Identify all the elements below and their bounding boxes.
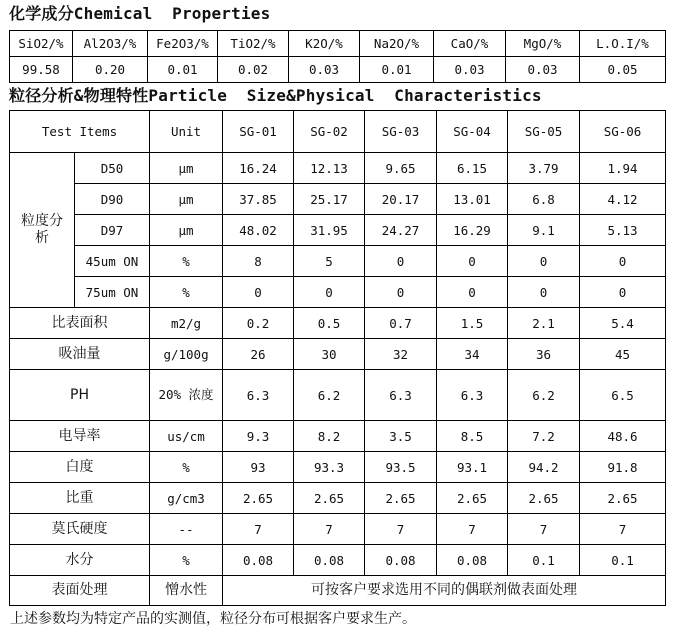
particle-value: 25.17 [294, 184, 365, 215]
header-fe2o3: Fe2O3/% [148, 31, 218, 57]
property-value: 2.65 [437, 483, 508, 514]
particle-value: 48.02 [223, 215, 294, 246]
header-cao: CaO/% [434, 31, 506, 57]
property-value: 94.2 [508, 452, 580, 483]
particle-item: 75um ON [75, 277, 150, 308]
particle-row [10, 153, 666, 184]
particle-row [10, 277, 666, 308]
particle-value: 6.15 [437, 153, 508, 184]
particle-row [10, 215, 666, 246]
particle-value: 31.95 [294, 215, 365, 246]
property-item: 比表面积 [10, 308, 150, 339]
property-value: 26 [223, 339, 294, 370]
property-value: 9.3 [223, 421, 294, 452]
particle-value: 5.13 [580, 215, 666, 246]
property-value: 8.5 [437, 421, 508, 452]
particle-physical-title: 粒径分析&物理特性Particle Size&Physical Characteristics [9, 86, 542, 105]
particle-size-group-label: 粒度分析 [10, 153, 75, 308]
property-value: 2.1 [508, 308, 580, 339]
header-k2o: K2O/% [289, 31, 360, 57]
property-value: 2.65 [223, 483, 294, 514]
property-item: 白度 [10, 452, 150, 483]
chemical-properties-title: 化学成分Chemical Properties [9, 4, 271, 23]
property-row [10, 308, 666, 339]
property-row [10, 514, 666, 545]
property-value: 2.65 [580, 483, 666, 514]
property-unit: % [150, 545, 223, 576]
particle-row [10, 184, 666, 215]
property-value: 6.2 [294, 370, 365, 421]
header-loi: L.O.I/% [580, 31, 666, 57]
property-value: 91.8 [580, 452, 666, 483]
property-row [10, 370, 666, 421]
header-tio2: TiO2/% [218, 31, 289, 57]
property-value: 8.2 [294, 421, 365, 452]
property-row [10, 545, 666, 576]
property-value: 0.1 [580, 545, 666, 576]
header-grade-sg-02: SG-02 [294, 111, 365, 153]
property-item: 莫氏硬度 [10, 514, 150, 545]
surface-treatment-unit: 憎水性 [150, 576, 223, 606]
property-unit: g/cm3 [150, 483, 223, 514]
property-value: 6.3 [365, 370, 437, 421]
property-value: 7.2 [508, 421, 580, 452]
property-row [10, 421, 666, 452]
header-grade-sg-03: SG-03 [365, 111, 437, 153]
property-value: 7 [294, 514, 365, 545]
particle-value: 0 [580, 246, 666, 277]
particle-value: 4.12 [580, 184, 666, 215]
particle-unit: % [150, 246, 223, 277]
particle-value: 0 [365, 277, 437, 308]
particle-unit: μm [150, 184, 223, 215]
chemical-value-row [10, 57, 666, 83]
property-value: 45 [580, 339, 666, 370]
header-mgo: MgO/% [506, 31, 580, 57]
surface-treatment-note: 可按客户要求选用不同的偶联剂做表面处理 [223, 576, 666, 606]
property-value: 30 [294, 339, 365, 370]
particle-item: D97 [75, 215, 150, 246]
property-value: 2.65 [508, 483, 580, 514]
property-value: 7 [437, 514, 508, 545]
property-unit: us/cm [150, 421, 223, 452]
property-value: 6.2 [508, 370, 580, 421]
property-value: 7 [223, 514, 294, 545]
property-value: 93.5 [365, 452, 437, 483]
property-item: 电导率 [10, 421, 150, 452]
property-unit: 20% 浓度 [150, 370, 223, 421]
particle-value: 16.24 [223, 153, 294, 184]
property-row [10, 483, 666, 514]
property-value: 0.2 [223, 308, 294, 339]
property-value: 48.6 [580, 421, 666, 452]
value-k2o: 0.03 [289, 57, 360, 83]
chemical-properties-table [9, 30, 666, 83]
particle-value: 0 [365, 246, 437, 277]
particle-value: 1.94 [580, 153, 666, 184]
particle-value: 0 [294, 277, 365, 308]
property-value: 3.5 [365, 421, 437, 452]
property-value: 7 [580, 514, 666, 545]
surface-treatment-row [10, 576, 666, 606]
header-grade-sg-01: SG-01 [223, 111, 294, 153]
value-sio2: 99.58 [10, 57, 73, 83]
value-loi: 0.05 [580, 57, 666, 83]
footnote: 上述参数均为特定产品的实测值，粒径分布可根据客户要求生产。 [10, 611, 416, 627]
property-value: 93.3 [294, 452, 365, 483]
particle-value: 20.17 [365, 184, 437, 215]
value-al2o3: 0.20 [73, 57, 148, 83]
chemical-header-row [10, 31, 666, 57]
property-value: 1.5 [437, 308, 508, 339]
particle-unit: μm [150, 153, 223, 184]
particle-unit: μm [150, 215, 223, 246]
property-unit: -- [150, 514, 223, 545]
particle-item: 45um ON [75, 246, 150, 277]
property-item: 比重 [10, 483, 150, 514]
surface-treatment-item: 表面处理 [10, 576, 150, 606]
property-value: 0.5 [294, 308, 365, 339]
header-unit: Unit [150, 111, 223, 153]
property-value: 93 [223, 452, 294, 483]
property-value: 32 [365, 339, 437, 370]
property-item: 吸油量 [10, 339, 150, 370]
property-value: 0.1 [508, 545, 580, 576]
particle-unit: % [150, 277, 223, 308]
value-cao: 0.03 [434, 57, 506, 83]
particle-item: D90 [75, 184, 150, 215]
particle-value: 0 [437, 277, 508, 308]
header-al2o3: Al2O3/% [73, 31, 148, 57]
property-value: 93.1 [437, 452, 508, 483]
particle-value: 16.29 [437, 215, 508, 246]
particle-item: D50 [75, 153, 150, 184]
particle-value: 9.1 [508, 215, 580, 246]
value-na2o: 0.01 [360, 57, 434, 83]
property-value: 6.3 [437, 370, 508, 421]
particle-value: 3.79 [508, 153, 580, 184]
particle-value: 24.27 [365, 215, 437, 246]
property-row [10, 452, 666, 483]
header-sio2: SiO2/% [10, 31, 73, 57]
value-fe2o3: 0.01 [148, 57, 218, 83]
property-unit: m2/g [150, 308, 223, 339]
particle-row [10, 246, 666, 277]
header-na2o: Na2O/% [360, 31, 434, 57]
particle-value: 13.01 [437, 184, 508, 215]
header-grade-sg-04: SG-04 [437, 111, 508, 153]
value-tio2: 0.02 [218, 57, 289, 83]
header-test-items: Test Items [10, 111, 150, 153]
property-value: 0.08 [223, 545, 294, 576]
property-row [10, 339, 666, 370]
header-grade-sg-06: SG-06 [580, 111, 666, 153]
particle-value: 0 [508, 246, 580, 277]
physical-header-row [10, 111, 666, 153]
property-value: 0.08 [294, 545, 365, 576]
particle-value: 0 [223, 277, 294, 308]
property-item: 水分 [10, 545, 150, 576]
property-value: 0.08 [437, 545, 508, 576]
property-value: 2.65 [294, 483, 365, 514]
particle-value: 8 [223, 246, 294, 277]
property-value: 34 [437, 339, 508, 370]
particle-value: 6.8 [508, 184, 580, 215]
particle-value: 0 [437, 246, 508, 277]
particle-physical-table [9, 110, 666, 606]
property-value: 7 [365, 514, 437, 545]
property-value: 2.65 [365, 483, 437, 514]
particle-value: 0 [580, 277, 666, 308]
particle-value: 12.13 [294, 153, 365, 184]
particle-value: 5 [294, 246, 365, 277]
property-value: 6.5 [580, 370, 666, 421]
property-value: 36 [508, 339, 580, 370]
property-value: 0.08 [365, 545, 437, 576]
property-value: 0.7 [365, 308, 437, 339]
particle-value: 0 [508, 277, 580, 308]
property-value: 5.4 [580, 308, 666, 339]
property-item: PH [10, 370, 150, 421]
value-mgo: 0.03 [506, 57, 580, 83]
property-value: 6.3 [223, 370, 294, 421]
property-value: 7 [508, 514, 580, 545]
property-unit: g/100g [150, 339, 223, 370]
property-unit: % [150, 452, 223, 483]
header-grade-sg-05: SG-05 [508, 111, 580, 153]
particle-value: 37.85 [223, 184, 294, 215]
particle-value: 9.65 [365, 153, 437, 184]
